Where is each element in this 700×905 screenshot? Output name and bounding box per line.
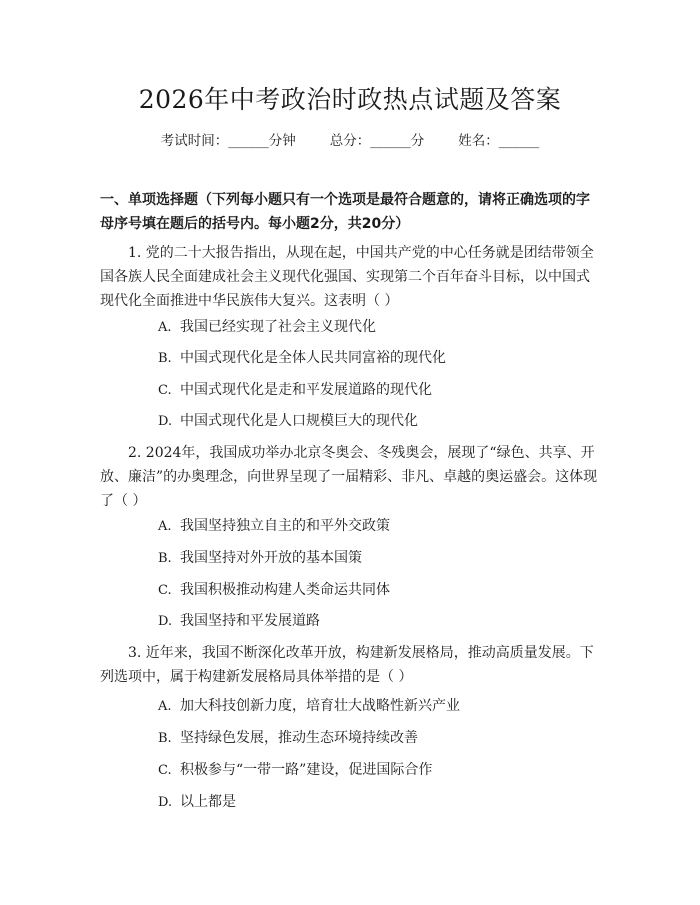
question-2-option-c [158, 579, 598, 602]
question-1-option-a [158, 316, 598, 339]
option-letter: C. [158, 763, 172, 778]
question-1-stem: 1. 党的二十大报告指出，从现在起，中国共产党的中心任务就是团结带领全国各族人民全面建成社会主义现代化强国、实现第二个百年奋斗目标，以中国式现代化全面推进中华民族伟大复兴。这表明（ ） [100, 245, 594, 309]
section-heading: 一、单项选择题（下列每小题只有一个选项是最符合题意的，请将正确选项的字母序号填在题后的括号内。每小题2分，共20分） [100, 192, 590, 232]
option-text: 坚持绿色发展，推动生态环境持续改善 [180, 730, 418, 746]
option-text: 中国式现代化是人口规模巨大的现代化 [180, 413, 418, 429]
exam-time-field: 考试时间：______分钟 [160, 133, 296, 149]
option-text: 以上都是 [180, 794, 236, 810]
option-text: 中国式现代化是走和平发展道路的现代化 [180, 382, 432, 398]
question-2-option-a [158, 515, 598, 538]
question-3-option-a [158, 695, 598, 718]
student-name-field: 姓名：______ [458, 133, 540, 149]
option-text: 我国坚持对外开放的基本国策 [180, 550, 362, 566]
option-text: 加大科技创新力度，培育壮大战略性新兴产业 [180, 698, 460, 714]
option-letter: B. [158, 731, 172, 746]
question-3-option-d [158, 791, 598, 814]
option-letter: A. [158, 519, 172, 534]
option-text: 积极参与“一带一路”建设，促进国际合作 [180, 762, 433, 778]
option-letter: A. [158, 699, 172, 714]
option-letter: C. [158, 383, 172, 398]
option-letter: B. [158, 351, 172, 366]
question-3-option-b [158, 727, 598, 750]
question-3-stem: 3. 近年来，我国不断深化改革开放，构建新发展格局，推动高质量发展。下列选项中，属于构建新发展格局具体举措的是（ ） [100, 645, 594, 685]
option-text: 中国式现代化是全体人民共同富裕的现代化 [180, 350, 446, 366]
question-1-option-d [158, 410, 598, 433]
option-letter: D. [158, 795, 173, 810]
exam-meta [0, 131, 700, 151]
question-1-option-c [158, 379, 598, 402]
option-letter: D. [158, 414, 173, 429]
option-text: 我国积极推动构建人类命运共同体 [180, 582, 390, 598]
question-2-option-b [158, 547, 598, 570]
question-2-option-d [158, 610, 598, 633]
option-letter: D. [158, 614, 173, 629]
option-letter: B. [158, 551, 172, 566]
page-title: 2026年中考政治时政热点试题及答案 [138, 85, 562, 114]
option-letter: A. [158, 320, 172, 335]
option-text: 我国已经实现了社会主义现代化 [180, 319, 376, 335]
question-3-option-c [158, 759, 598, 782]
option-letter: C. [158, 583, 172, 598]
option-text: 我国坚持独立自主的和平外交政策 [180, 518, 390, 534]
total-score-field: 总分：______分 [329, 133, 425, 149]
question-1-option-b [158, 347, 598, 370]
question-2-stem: 2. 2024年，我国成功举办北京冬奥会、冬残奥会，展现了“绿色、共享、开放、廉洁”的办奥理念，向世界呈现了一届精彩、非凡、卓越的奥运盛会。这体现了（ ） [100, 445, 598, 509]
option-text: 我国坚持和平发展道路 [180, 613, 320, 629]
